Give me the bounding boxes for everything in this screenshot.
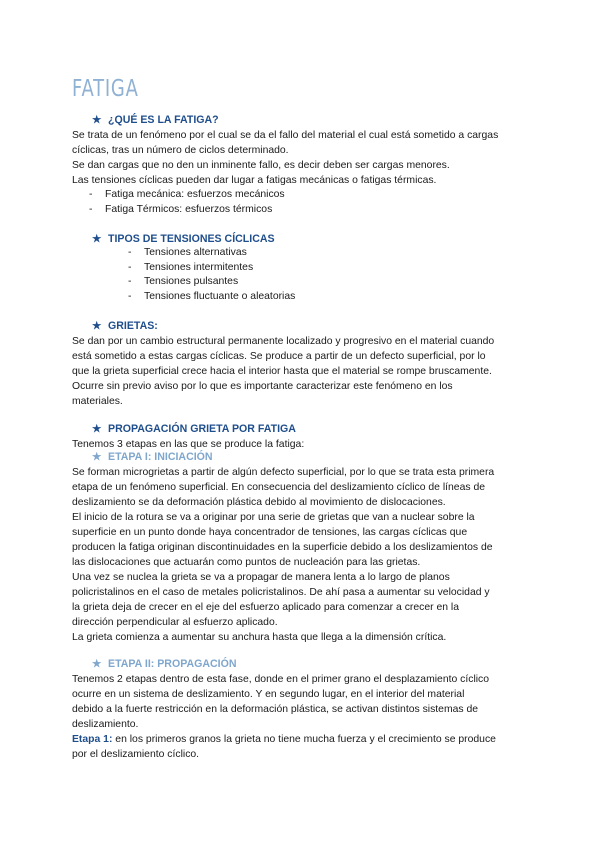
star-icon: ★	[92, 451, 102, 463]
text-line: ocurre en un sistema de deslizamiento. Y en segundo lugar, en el interior del material	[72, 689, 465, 700]
heading-grietas: ★ GRIETAS:	[92, 320, 158, 332]
heading-etapa-2: ★ ETAPA II: PROPAGACIÓN	[92, 658, 237, 670]
text-line: Una vez se nuclea la grieta se va a propagar de manera lenta a lo largo de planos	[72, 572, 450, 583]
text-line: deslizamiento se da deformación plástica debido al movimiento de dislocaciones.	[72, 497, 446, 508]
text-line: Se dan por un cambio estructural permanente localizado y progresivo en el material cuando	[72, 336, 495, 347]
text-line: la grieta deja de crecer en el eje del esfuerzo aplicado para comenzar a crecer en la	[72, 602, 459, 613]
text-line: las dislocaciones que actuarán como puntos de nucleación para las grietas.	[72, 557, 421, 568]
star-icon: ★	[92, 658, 102, 670]
text-line: cíclicas, tras un número de ciclos determinado.	[72, 145, 289, 156]
text-line: producen la fatiga originan discontinuidades en la superficie debido a los deslizamientos de	[72, 542, 493, 553]
text-line: Las tensiones cíclicas pueden dar lugar a fatigas mecánicas o fatigas térmicas.	[72, 175, 437, 186]
text-line: superficie en un punto donde haya concentrador de tensiones, las cargas cíclicas que	[72, 527, 468, 538]
star-icon: ★	[92, 233, 102, 245]
text-line: etapa de un fenómeno superficial. En consecuencia del deslizamiento cíclico de líneas de	[72, 482, 485, 493]
list-item: - Fatiga mecánica: esfuerzos mecánicos	[89, 189, 285, 200]
text-line: está sometido a estas cargas cíclicas. Se produce a partir de un defecto superficial, por lo	[72, 351, 486, 362]
list-item: - Fatiga Térmicos: esfuerzos térmicos	[89, 204, 273, 215]
heading-que-es: ★ ¿QUÉ ES LA FATIGA?	[92, 114, 219, 126]
text-line: policristalinos en el caso de metales policristalinos. De ahí pasa a aumentar su velocidad y	[72, 587, 490, 598]
text-line: El inicio de la rotura se va a originar por una serie de grietas que van a nuclear sobre la	[72, 512, 475, 523]
text-line: Tenemos 2 etapas dentro de esta fase, donde en el primer grano el desplazamiento cíclico	[72, 674, 490, 685]
text-line: Se trata de un fenómeno por el cual se da el fallo del material el cual está sometido a cargas	[72, 130, 499, 141]
text-line: dirección perpendicular al esfuerzo aplicado.	[72, 617, 278, 628]
text-line: debido a la fuerte restricción en la deformación plástica, se activan distintos sistemas de	[72, 704, 479, 715]
text-line: Tenemos 3 etapas en las que se produce la fatiga:	[72, 439, 305, 450]
text-line: Ocurre sin previo aviso por lo que es importante caracterizar este fenómeno en los	[72, 381, 453, 392]
list-item: - Tensiones alternativas	[128, 247, 247, 258]
list-item: - Tensiones intermitentes	[128, 262, 254, 273]
heading-propagacion: ★ PROPAGACIÓN GRIETA POR FATIGA	[92, 423, 296, 435]
text-line: deslizamiento.	[72, 719, 139, 730]
star-icon: ★	[92, 423, 102, 435]
text-line: La grieta comienza a aumentar su anchura hasta que llega a la dimensión crítica.	[72, 632, 447, 643]
list-item: - Tensiones fluctuante o aleatorias	[128, 291, 296, 302]
text-line: por el deslizamiento cíclico.	[72, 749, 200, 760]
text-line: materiales.	[72, 396, 123, 407]
page-title: FATIGA	[72, 76, 139, 102]
list-item: - Tensiones pulsantes	[128, 276, 239, 287]
star-icon: ★	[92, 114, 102, 126]
heading-etapa-1: ★ ETAPA I: INICIACIÓN	[92, 451, 213, 463]
text-line: Se dan cargas que no den un inminente fallo, es decir deben ser cargas menores.	[72, 160, 450, 171]
text-line: Etapa 1: en los primeros granos la grieta no tiene mucha fuerza y el crecimiento se produce	[72, 734, 496, 745]
heading-tipos: ★ TIPOS DE TENSIONES CÍCLICAS	[92, 233, 275, 245]
etapa-1-label: Etapa 1:	[72, 734, 113, 745]
text-line: que la grieta superficial crece hacia el interior hasta que el material se rompe bruscamente.	[72, 366, 492, 377]
text-line: Se forman microgrietas a partir de algún defecto superficial, por lo que se trata esta primera	[72, 467, 495, 478]
star-icon: ★	[92, 320, 102, 332]
